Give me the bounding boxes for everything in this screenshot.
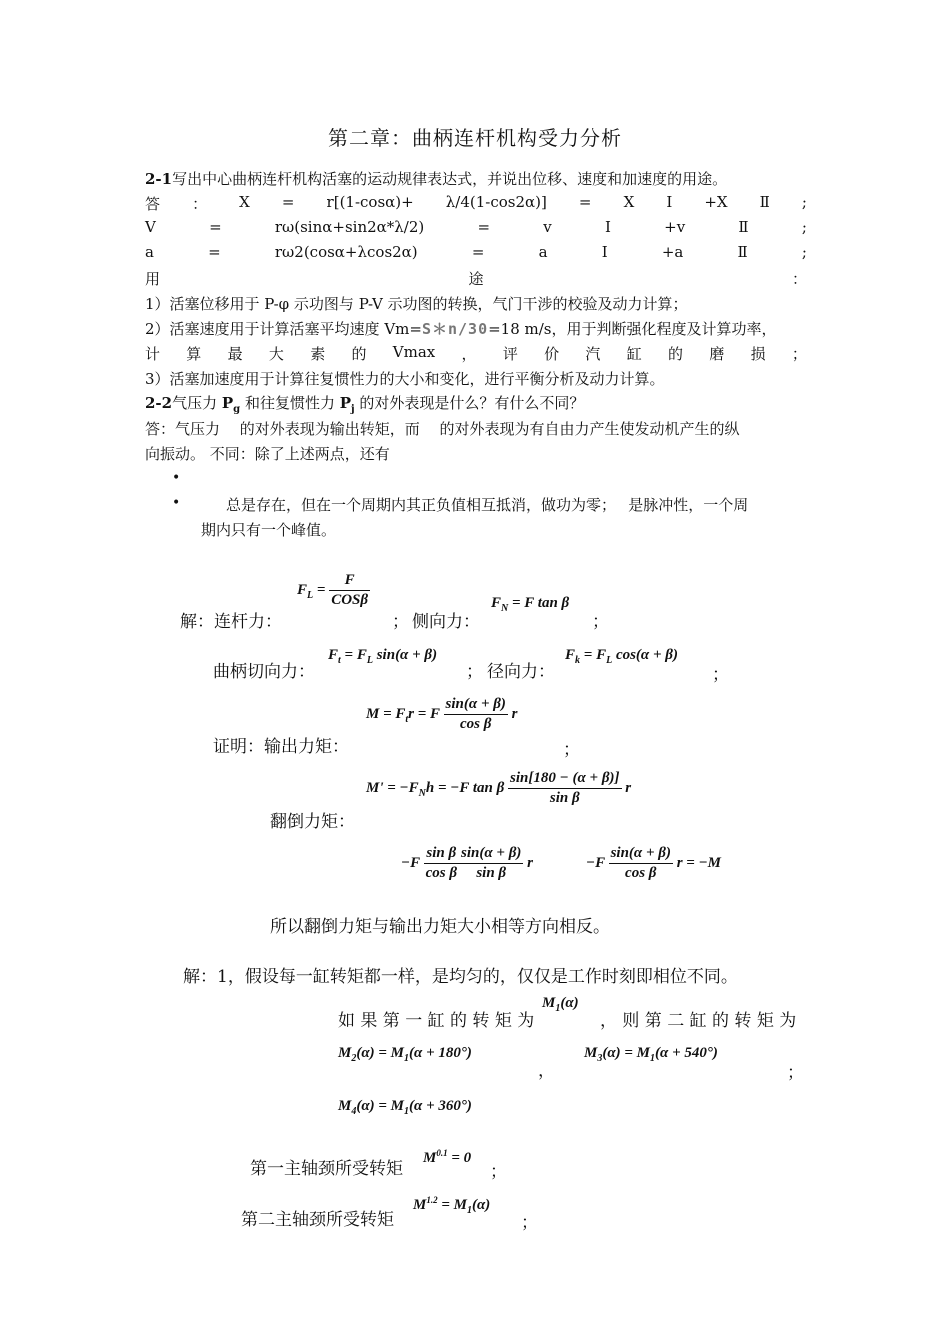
answer-2-2-line-1: 答：气压力 的对外表现为输出转矩，而 的对外表现为有自由力产生使发动机产生的纵 — [145, 420, 740, 438]
row-token: X — [623, 193, 635, 211]
label-output-torque: 证明：输出力矩： — [213, 737, 349, 757]
label-radial-force: 径向力： — [487, 662, 555, 682]
row-token: 缸 — [626, 345, 642, 363]
semicolon: ； — [712, 665, 729, 685]
comma: ， — [538, 1061, 555, 1081]
semicolon: ； — [392, 612, 409, 632]
row-token: X — [239, 193, 250, 211]
row-token: Ⅰ — [601, 243, 608, 261]
formula-overturn-result: −F $\frac{\sin(\alpha + \beta)}{\text{cos β}}$ r = −M — [586, 845, 722, 881]
bullet-1: • — [172, 470, 181, 486]
formula-output-torque: $M = F_tr = F$ $\frac{\sin(\alpha + \beta)}{\text{cos β}}$ r — [366, 696, 518, 732]
formula-overturn-torque: $M' = -F_Nh = -F$ tan β $\frac{\sin[180 - (\alpha + \beta)]}{\text{sin β}}$ r — [366, 770, 632, 806]
row-token: Ⅱ — [738, 218, 749, 236]
formula-overturn-expansion: −F $\frac{\text{sin β}}{\text{cos β}}$ $\frac{\sin(\alpha + \beta)}{\text{sin β}}$ r — [401, 845, 533, 881]
row-token: 价 — [544, 345, 560, 363]
semicolon: ； — [563, 740, 580, 760]
question-number: 2-2 — [145, 394, 173, 412]
question-2-1 — [145, 168, 727, 189]
row-token: Ⅰ — [666, 193, 673, 211]
question-text: 气压力 — [172, 394, 222, 412]
row-token: ： — [791, 270, 807, 288]
row-token: = — [208, 243, 221, 261]
semicolon: ； — [521, 1213, 538, 1233]
row-token: ； — [791, 345, 807, 363]
row-token: 磨 — [709, 345, 725, 363]
answer-2-2-line-2: 向振动。 不同：除了上述两点，还有 — [145, 445, 390, 463]
formula-side-force: $F_N = F$ tan β — [491, 595, 570, 614]
row-token: r[(1-cosα)+ — [326, 193, 414, 211]
row-token: = — [209, 218, 222, 236]
semicolon: ； — [787, 1063, 804, 1083]
semicolon: ； — [490, 1162, 507, 1182]
label-conrod-force: 解：连杆力： — [180, 612, 282, 632]
row-token: a — [145, 243, 154, 261]
formula-m1: $M_1(\alpha)$ — [542, 995, 579, 1014]
row-token: Ⅱ — [737, 243, 748, 261]
row-token: rω2(cosα+λcos2α) — [274, 243, 418, 261]
row-token: 素 — [310, 345, 326, 363]
row-token: = — [477, 218, 491, 236]
conclusion: 所以翻倒力矩与输出力矩大小相等方向相反。 — [270, 917, 610, 937]
answer-displacement-row — [145, 193, 807, 214]
use-3: 3）活塞加速度用于计算往复惯性力的大小和变化，进行平衡分析及动力计算。 — [145, 370, 665, 388]
symbol-sub: g — [233, 404, 241, 415]
row-token: 答 — [145, 195, 161, 213]
vm-formula-image: S＊n/30 — [421, 320, 489, 338]
row-token: = — [471, 243, 485, 261]
row-token: = — [281, 193, 295, 211]
row-token: 的 — [668, 345, 684, 363]
symbol-sub: j — [351, 404, 355, 415]
label-overturn-torque: 翻倒力矩： — [270, 812, 355, 832]
row-token: ： — [192, 195, 208, 213]
row-token: 大 — [268, 345, 284, 363]
row-token: Ⅱ — [759, 193, 770, 211]
formula-m2: $M_2(\alpha) = M_1(\alpha + 180^\circ)$ — [338, 1045, 472, 1064]
use-2-continued — [145, 343, 807, 364]
formula-m12: $M^{1.2} = M_1(\alpha)$ — [413, 1195, 491, 1216]
solution-2-line-2b: ， 则 第 二 缸 的 转 矩 为 — [600, 1011, 797, 1031]
use-2-text: 2）活塞速度用于计算活塞平均速度 Vm= — [145, 320, 422, 338]
formula-conrod-force: $F_L$ = $\frac{F}{\text{COSβ}}$ — [297, 572, 369, 608]
use-heading-row — [145, 268, 807, 289]
row-token: 途 — [468, 270, 484, 288]
bullet-2-line-1: 总是存在，但在一个周期内其正负值相互抵消，做功为零； 是脉冲性，一个周 — [226, 496, 749, 514]
row-token: a — [538, 243, 548, 261]
row-token: +a — [661, 243, 684, 261]
formula-m3: $M_3(\alpha) = M_1(\alpha + 540^\circ)$ — [584, 1045, 718, 1064]
row-token: Vmax — [392, 343, 436, 361]
question-text: 和往复惯性力 — [240, 394, 340, 412]
row-token: λ/4(1-cos2α)] — [445, 193, 547, 211]
use-2-text: =18 m/s，用于判断强化程度及计算功率， — [488, 320, 777, 338]
label-side-force: 侧向力： — [412, 612, 480, 632]
answer-velocity-row — [145, 218, 807, 236]
row-token: 最 — [227, 345, 243, 363]
solution-2-intro: 解：1，假设每一缸转矩都一样，是均匀的，仅仅是工作时刻即相位不同。 — [183, 967, 738, 987]
main-journal-2: 第二主轴颈所受转矩 — [241, 1210, 394, 1230]
row-token: +X — [704, 193, 728, 211]
row-token: Ⅰ — [604, 218, 611, 236]
row-token: 的 — [351, 345, 367, 363]
formula-radial-force: $F_k = F_L$ cos(α + β) — [565, 647, 678, 666]
use-1: 1）活塞位移用于 P-φ 示功图与 P-V 示功图的转换，气门干涉的校验及动力计算； — [145, 295, 688, 313]
row-token: 算 — [186, 345, 202, 363]
formula-m01: $M^{0.1} = 0$ — [423, 1148, 472, 1166]
bullet-2: • — [172, 495, 181, 511]
row-token: = — [578, 193, 592, 211]
row-token: ; — [801, 218, 807, 236]
row-token: +v — [664, 218, 686, 236]
formula-tangential-force: $F_t = F_L$ sin(α + β) — [328, 647, 438, 666]
question-text: 写出中心曲柄连杆机构活塞的运动规律表达式，并说出位移、速度和加速度的用途。 — [172, 170, 728, 188]
row-token: V — [145, 218, 156, 236]
row-token: v — [543, 218, 552, 236]
use-2 — [145, 318, 777, 339]
question-number: 2-1 — [145, 170, 173, 188]
row-token: 评 — [502, 345, 518, 363]
formula-m4: $M_4(\alpha) = M_1(\alpha + 360^\circ)$ — [338, 1098, 472, 1117]
row-token: 计 — [145, 345, 161, 363]
row-token: 汽 — [585, 345, 601, 363]
semicolon: ； — [592, 612, 609, 632]
row-token: ; — [801, 243, 807, 261]
row-token: rω(sinα+sin2α*λ/2) — [274, 218, 425, 236]
row-token: 用 — [145, 270, 161, 288]
semicolon: ； — [466, 662, 483, 682]
row-token: ， — [461, 345, 477, 363]
solution-2-line-2a: 如 果 第 一 缸 的 转 矩 为 — [338, 1011, 535, 1031]
answer-acceleration-row — [145, 243, 807, 261]
symbol-p: P — [221, 394, 234, 412]
page-title: 第二章：曲柄连杆机构受力分析 — [328, 126, 622, 150]
main-journal-1: 第一主轴颈所受转矩 — [250, 1159, 403, 1179]
row-token: 损 — [750, 345, 766, 363]
row-token: ; — [801, 193, 807, 211]
question-text: 的对外表现是什么？有什么不同？ — [354, 394, 585, 412]
bullet-2-line-2: 期内只有一个峰值。 — [201, 521, 337, 539]
symbol-p: P — [339, 394, 351, 412]
question-2-2 — [145, 392, 584, 415]
label-tangential-force: 曲柄切向力： — [213, 662, 315, 682]
